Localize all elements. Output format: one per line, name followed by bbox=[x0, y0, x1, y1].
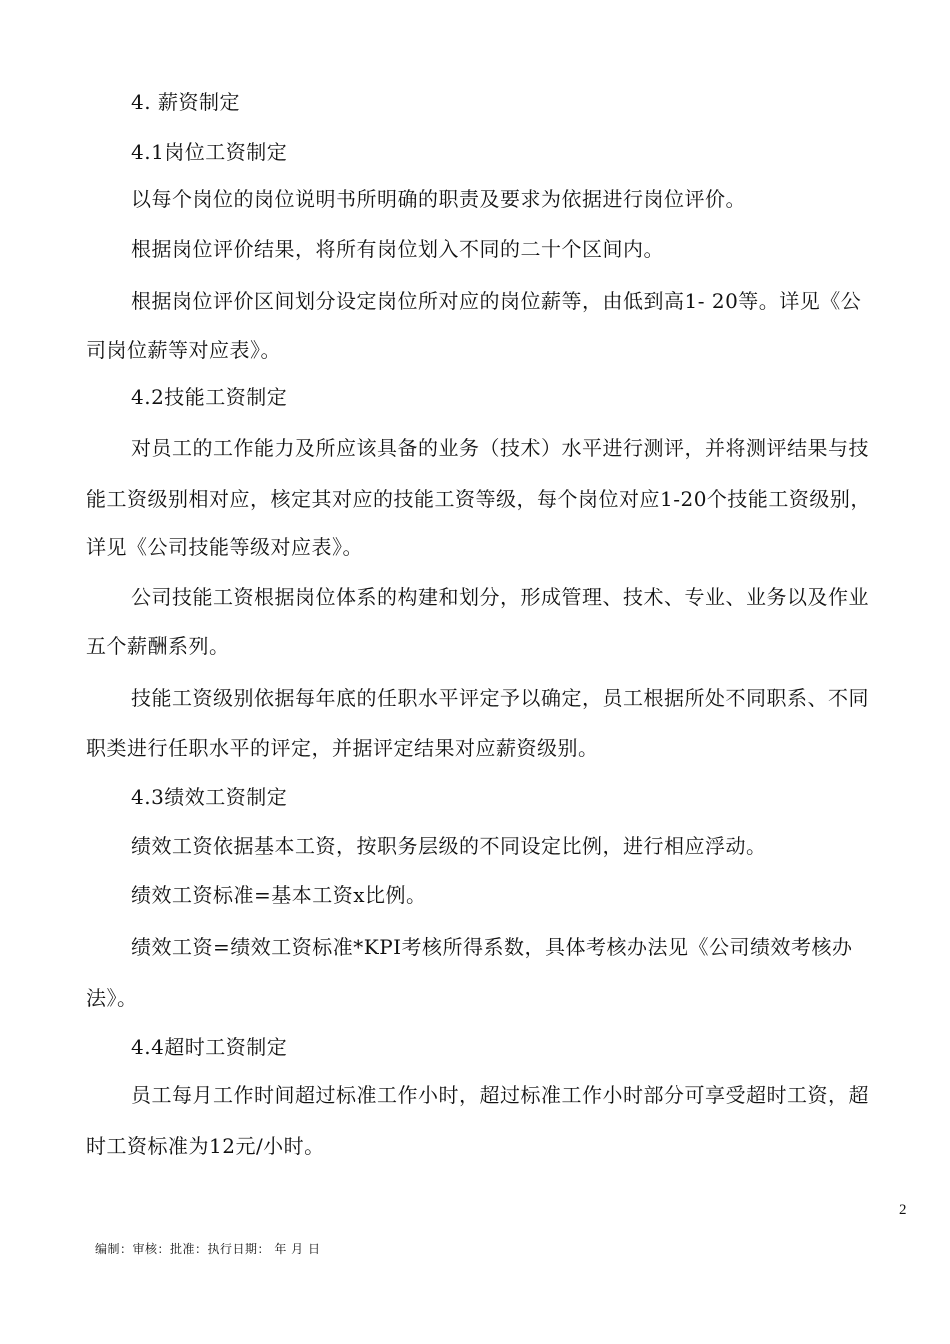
paragraph-line: 时工资标准为12元/小时。 bbox=[86, 1134, 325, 1158]
subsection-heading-position-wage: 4.1岗位工资制定 bbox=[131, 140, 288, 164]
subsection-heading-performance-wage: 4.3绩效工资制定 bbox=[131, 785, 288, 809]
approval-footer: 编制：审核：批准：执行日期： 年 月 日 bbox=[95, 1242, 321, 1256]
paragraph-line: 对员工的工作能力及所应该具备的业务（技术）水平进行测评，并将测评结果与技 bbox=[131, 436, 869, 460]
paragraph-line: 五个薪酬系列。 bbox=[86, 634, 230, 658]
paragraph-line: 详见《公司技能等级对应表》。 bbox=[86, 535, 363, 559]
paragraph-line: 员工每月工作时间超过标准工作小时，超过标准工作小时部分可享受超时工资，超 bbox=[131, 1083, 869, 1107]
page-number: 2 bbox=[899, 1202, 907, 1218]
paragraph-line: 技能工资级别依据每年底的任职水平评定予以确定，员工根据所处不同职系、不同 bbox=[131, 686, 869, 710]
paragraph-line: 根据岗位评价区间划分设定岗位所对应的岗位薪等，由低到高1- 20等。详见《公 bbox=[131, 289, 862, 313]
paragraph-line: 以每个岗位的岗位说明书所明确的职责及要求为依据进行岗位评价。 bbox=[131, 187, 746, 211]
paragraph-line: 司岗位薪等对应表》。 bbox=[86, 338, 281, 362]
paragraph-line: 绩效工资依据基本工资，按职务层级的不同设定比例，进行相应浮动。 bbox=[131, 834, 767, 858]
subsection-heading-skill-wage: 4.2技能工资制定 bbox=[131, 385, 288, 409]
paragraph-line: 根据岗位评价结果，将所有岗位划入不同的二十个区间内。 bbox=[131, 237, 664, 261]
paragraph-line: 职类进行任职水平的评定，并据评定结果对应薪资级别。 bbox=[86, 736, 599, 760]
paragraph-line: 绩效工资标准=基本工资x比例。 bbox=[131, 883, 427, 907]
paragraph-line: 能工资级别相对应，核定其对应的技能工资等级，每个岗位对应1-20个技能工资级别， bbox=[86, 487, 871, 511]
paragraph-line: 绩效工资=绩效工资标准*KPI考核所得系数，具体考核办法见《公司绩效考核办 bbox=[131, 935, 853, 959]
paragraph-line: 公司技能工资根据岗位体系的构建和划分，形成管理、技术、专业、业务以及作业 bbox=[131, 585, 869, 609]
paragraph-line: 法》。 bbox=[86, 986, 138, 1010]
section-heading-salary: 4. 薪资制定 bbox=[131, 90, 240, 114]
subsection-heading-overtime-wage: 4.4超时工资制定 bbox=[131, 1035, 288, 1059]
